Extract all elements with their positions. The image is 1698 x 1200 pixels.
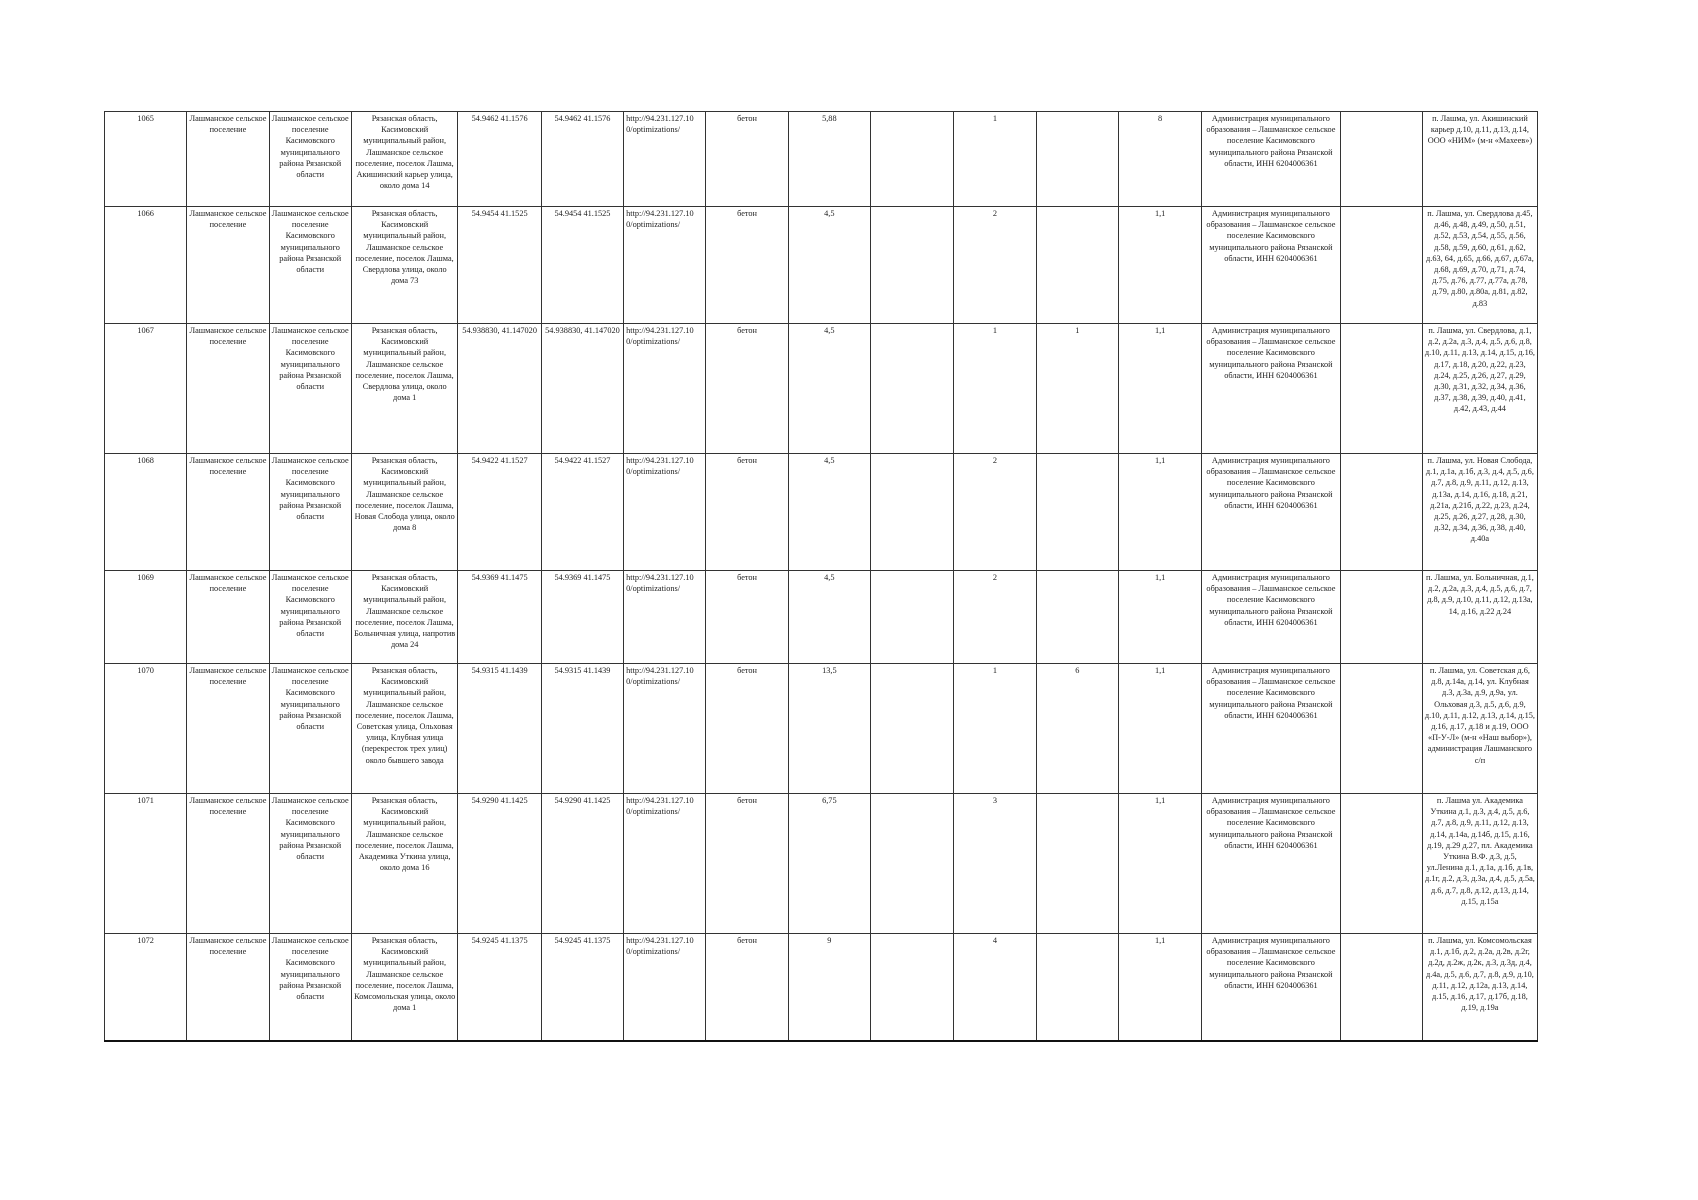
url-cell: http://94.231.127.10 0/optimizations/ [624,664,706,794]
table-row [105,324,1538,454]
table-row [105,112,1538,207]
longitude-cell: 54.9369 41.1475 [541,571,623,664]
extra-count-cell [1036,571,1118,664]
longitude-cell: 54.938830, 41.147020 [541,324,623,454]
url-cell: http://94.231.127.10 0/optimizations/ [624,207,706,324]
url-cell: http://94.231.127.10 0/optimizations/ [624,454,706,571]
address-cell: Рязанская область, Касимовский муниципальный район, Лашманское сельское поселение, поселок Лашма, Свердлова улица, около дома 1 [351,324,458,454]
address-cell: Рязанская область, Касимовский муниципальный район, Лашманское сельское поселение, поселок Лашма, Свердлова улица, около дома 73 [351,207,458,324]
latitude-cell: 54.9245 41.1375 [458,934,541,1041]
longitude-cell: 54.9245 41.1375 [541,934,623,1041]
owner-cell: Администрация муниципального образования – Лашманское сельское поселение Касимовского муниципального района Рязанской области, ИНН 6204006361 [1202,207,1340,324]
surface-cell: бетон [706,112,788,207]
volume-cell: 1,1 [1118,454,1201,571]
area-cell: 9 [788,934,870,1041]
empty-cell [1340,112,1422,207]
row-id: 1067 [105,324,187,454]
sources-cell: п. Лашма, ул. Акишинский карьер д.10, д.11, д.13, д.14, ООО «НИМ» (м-н «Махеев») [1422,112,1537,207]
volume-cell: 8 [1118,112,1201,207]
surface-cell: бетон [706,454,788,571]
longitude-cell: 54.9315 41.1439 [541,664,623,794]
empty-cell [1340,934,1422,1041]
latitude-cell: 54.9462 41.1576 [458,112,541,207]
row-id: 1071 [105,794,187,934]
surface-cell: бетон [706,207,788,324]
settlement-cell: Лашманское сельское поселение [187,794,269,934]
municipality-cell: Лашманское сельское поселение Касимовского муниципального района Рязанской области [269,664,351,794]
surface-cell: бетон [706,934,788,1041]
owner-cell: Администрация муниципального образования – Лашманское сельское поселение Касимовского муниципального района Рязанской области, ИНН 6204006361 [1202,664,1340,794]
volume-cell: 1,1 [1118,794,1201,934]
sources-cell: п. Лашма, ул. Новая Слобода, д.1, д.1а, д.1б, д.3, д.4, д.5, д.6, д.7, д.8, д.9, д.11, д.12, д.13, д.13а, д.14, д.16, д.18, д.21, д.21а, д.21б, д.22, д.23, д.24, д.25, д.26, д.27, д.28, д.30, д.32, д.34, д.36, д.38, д.40, д.40а [1422,454,1537,571]
container-count-cell: 1 [954,664,1036,794]
address-cell: Рязанская область, Касимовский муниципальный район, Лашманское сельское поселение, поселок Лашма, Академика Уткина улица, около дома 16 [351,794,458,934]
table-row [105,794,1538,934]
address-cell: Рязанская область, Касимовский муниципальный район, Лашманское сельское поселение, поселок Лашма, Акишинский карьер улица, около дома 14 [351,112,458,207]
empty-cell [871,454,954,571]
municipality-cell: Лашманское сельское поселение Касимовского муниципального района Рязанской области [269,324,351,454]
row-id: 1069 [105,571,187,664]
longitude-cell: 54.9290 41.1425 [541,794,623,934]
address-cell: Рязанская область, Касимовский муниципальный район, Лашманское сельское поселение, поселок Лашма, Новая Слобода улица, около дома 8 [351,454,458,571]
latitude-cell: 54.9422 41.1527 [458,454,541,571]
area-cell: 4,5 [788,571,870,664]
extra-count-cell [1036,207,1118,324]
volume-cell: 1,1 [1118,571,1201,664]
owner-cell: Администрация муниципального образования – Лашманское сельское поселение Касимовского муниципального района Рязанской области, ИНН 6204006361 [1202,112,1340,207]
area-cell: 5,88 [788,112,870,207]
empty-cell [1340,454,1422,571]
settlement-cell: Лашманское сельское поселение [187,934,269,1041]
extra-count-cell [1036,112,1118,207]
sources-cell: п. Лашма, ул. Больничная, д.1, д.2, д.2а, д.3, д.4, д.5, д.6, д.7, д.8, д.9, д.10, д.11, д.12, д.13а, 14, д.16, д.22 д.24 [1422,571,1537,664]
empty-cell [871,207,954,324]
url-cell: http://94.231.127.10 0/optimizations/ [624,794,706,934]
municipality-cell: Лашманское сельское поселение Касимовского муниципального района Рязанской области [269,207,351,324]
settlement-cell: Лашманское сельское поселение [187,571,269,664]
table-row [105,454,1538,571]
sources-cell: п. Лашма, ул. Свердлова д.45, д.46, д.48, д.49, д.50, д.51, д.52, д.53, д.54, д.55, д.56, д.58, д.59, д.60, д.61, д.62, д.63, 64, д.65, д.66, д.67, д.67а, д.68, д.69, д.70, д.71, д.74, д.75, д.76, д.77, д.77а, д.78, д.79, д.80, д.80а, д.81, д.82, д.83 [1422,207,1537,324]
volume-cell: 1,1 [1118,207,1201,324]
empty-cell [871,664,954,794]
municipality-cell: Лашманское сельское поселение Касимовского муниципального района Рязанской области [269,794,351,934]
empty-cell [1340,571,1422,664]
settlement-cell: Лашманское сельское поселение [187,324,269,454]
row-id: 1070 [105,664,187,794]
row-id: 1065 [105,112,187,207]
settlement-cell: Лашманское сельское поселение [187,207,269,324]
sources-cell: п. Лашма, ул. Советская д.6, д.8, д.14а, д.14, ул. Клубная д.3, д.3а, д.9, д.9а, ул. Ольховая д.3, д.5, д.6, д.9, д.10, д.11, д.12, д.13, д.14, д.15, д.16, д.17, д.18 и д.19, ООО «П-У-Л» (м-н «Наш выбор»), администрация Лашманского с/п [1422,664,1537,794]
surface-cell: бетон [706,664,788,794]
area-cell: 4,5 [788,207,870,324]
container-count-cell: 4 [954,934,1036,1041]
url-cell: http://94.231.127.10 0/optimizations/ [624,934,706,1041]
surface-cell: бетон [706,794,788,934]
container-count-cell: 1 [954,324,1036,454]
owner-cell: Администрация муниципального образования – Лашманское сельское поселение Касимовского муниципального района Рязанской области, ИНН 6204006361 [1202,794,1340,934]
empty-cell [1340,664,1422,794]
row-id: 1066 [105,207,187,324]
municipality-cell: Лашманское сельское поселение Касимовского муниципального района Рязанской области [269,571,351,664]
extra-count-cell [1036,934,1118,1041]
settlement-cell: Лашманское сельское поселение [187,454,269,571]
registry-table [104,111,1538,1042]
extra-count-cell: 1 [1036,324,1118,454]
table-row [105,571,1538,664]
table-row [105,664,1538,794]
empty-cell [871,571,954,664]
area-cell: 4,5 [788,454,870,571]
municipality-cell: Лашманское сельское поселение Касимовского муниципального района Рязанской области [269,112,351,207]
municipality-cell: Лашманское сельское поселение Касимовского муниципального района Рязанской области [269,454,351,571]
empty-cell [1340,324,1422,454]
table-row [105,207,1538,324]
sources-cell: п. Лашма ул. Академика Уткина д.1, д.3, д.4, д.5, д.6, д.7, д.8, д.9, д.11, д.12, д.13, д.14, д.14а, д.14б, д.15, д.16, д.19, д.29 д.27, пл. Академика Уткина В.Ф. д.3, д.5, ул.Ленина д.1, д.1а, д.1б, д.1в, д.1г, д.2, д.3, д.3а, д.4, д.5, д.5а, д.6, д.7, д.8, д.12, д.13, д.14, д.15, д.15а [1422,794,1537,934]
volume-cell: 1,1 [1118,324,1201,454]
longitude-cell: 54.9454 41.1525 [541,207,623,324]
empty-cell [1340,794,1422,934]
url-cell: http://94.231.127.10 0/optimizations/ [624,112,706,207]
empty-cell [1340,207,1422,324]
empty-cell [871,794,954,934]
empty-cell [871,112,954,207]
table-row [105,934,1538,1041]
url-cell: http://94.231.127.10 0/optimizations/ [624,324,706,454]
area-cell: 13,5 [788,664,870,794]
url-cell: http://94.231.127.10 0/optimizations/ [624,571,706,664]
latitude-cell: 54.9315 41.1439 [458,664,541,794]
longitude-cell: 54.9422 41.1527 [541,454,623,571]
longitude-cell: 54.9462 41.1576 [541,112,623,207]
container-count-cell: 2 [954,571,1036,664]
container-count-cell: 3 [954,794,1036,934]
owner-cell: Администрация муниципального образования – Лашманское сельское поселение Касимовского муниципального района Рязанской области, ИНН 6204006361 [1202,324,1340,454]
address-cell: Рязанская область, Касимовский муниципальный район, Лашманское сельское поселение, поселок Лашма, Комсомольская улица, около дома 1 [351,934,458,1041]
sources-cell: п. Лашма, ул. Комсомольская д.1, д.1б, д.2, д.2а, д.2в, д.2г, д.2д, д.2ж, д.2к, д.3, д.3д, д.4, д.4а, д.5, д.6, д.7, д.8, д.9, д.10, д.11, д.12, д.12а, д.13, д.14, д.15, д.16, д.17, д.17б, д.18, д.19, д.19а [1422,934,1537,1041]
latitude-cell: 54.9369 41.1475 [458,571,541,664]
owner-cell: Администрация муниципального образования – Лашманское сельское поселение Касимовского муниципального района Рязанской области, ИНН 6204006361 [1202,934,1340,1041]
address-cell: Рязанская область, Касимовский муниципальный район, Лашманское сельское поселение, поселок Лашма, Советская улица, Ольховая улица, Клубная улица (перекресток трех улиц) около бывшего завода [351,664,458,794]
extra-count-cell: 6 [1036,664,1118,794]
settlement-cell: Лашманское сельское поселение [187,664,269,794]
settlement-cell: Лашманское сельское поселение [187,112,269,207]
volume-cell: 1,1 [1118,934,1201,1041]
container-count-cell: 2 [954,207,1036,324]
sources-cell: п. Лашма, ул. Свердлова, д.1, д.2, д.2а, д.3, д.4, д.5, д.6, д.8, д.10, д.11, д.13, д.14, д.15, д.16, д.17, д.18, д.20, д.22, д.23, д.24, д.25, д.26, д.27, д.29, д.30, д.31, д.32, д.34, д.36, д.37, д.38, д.39, д.40, д.41, д.42, д.43, д.44 [1422,324,1537,454]
extra-count-cell [1036,794,1118,934]
municipality-cell: Лашманское сельское поселение Касимовского муниципального района Рязанской области [269,934,351,1041]
surface-cell: бетон [706,324,788,454]
empty-cell [871,934,954,1041]
owner-cell: Администрация муниципального образования – Лашманское сельское поселение Касимовского муниципального района Рязанской области, ИНН 6204006361 [1202,454,1340,571]
container-count-cell: 2 [954,454,1036,571]
extra-count-cell [1036,454,1118,571]
row-id: 1068 [105,454,187,571]
latitude-cell: 54.938830, 41.147020 [458,324,541,454]
volume-cell: 1,1 [1118,664,1201,794]
owner-cell: Администрация муниципального образования – Лашманское сельское поселение Касимовского муниципального района Рязанской области, ИНН 6204006361 [1202,571,1340,664]
area-cell: 6,75 [788,794,870,934]
row-id: 1072 [105,934,187,1041]
address-cell: Рязанская область, Касимовский муниципальный район, Лашманское сельское поселение, поселок Лашма, Больничная улица, напротив дома 24 [351,571,458,664]
surface-cell: бетон [706,571,788,664]
area-cell: 4,5 [788,324,870,454]
empty-cell [871,324,954,454]
latitude-cell: 54.9290 41.1425 [458,794,541,934]
container-count-cell: 1 [954,112,1036,207]
latitude-cell: 54.9454 41.1525 [458,207,541,324]
